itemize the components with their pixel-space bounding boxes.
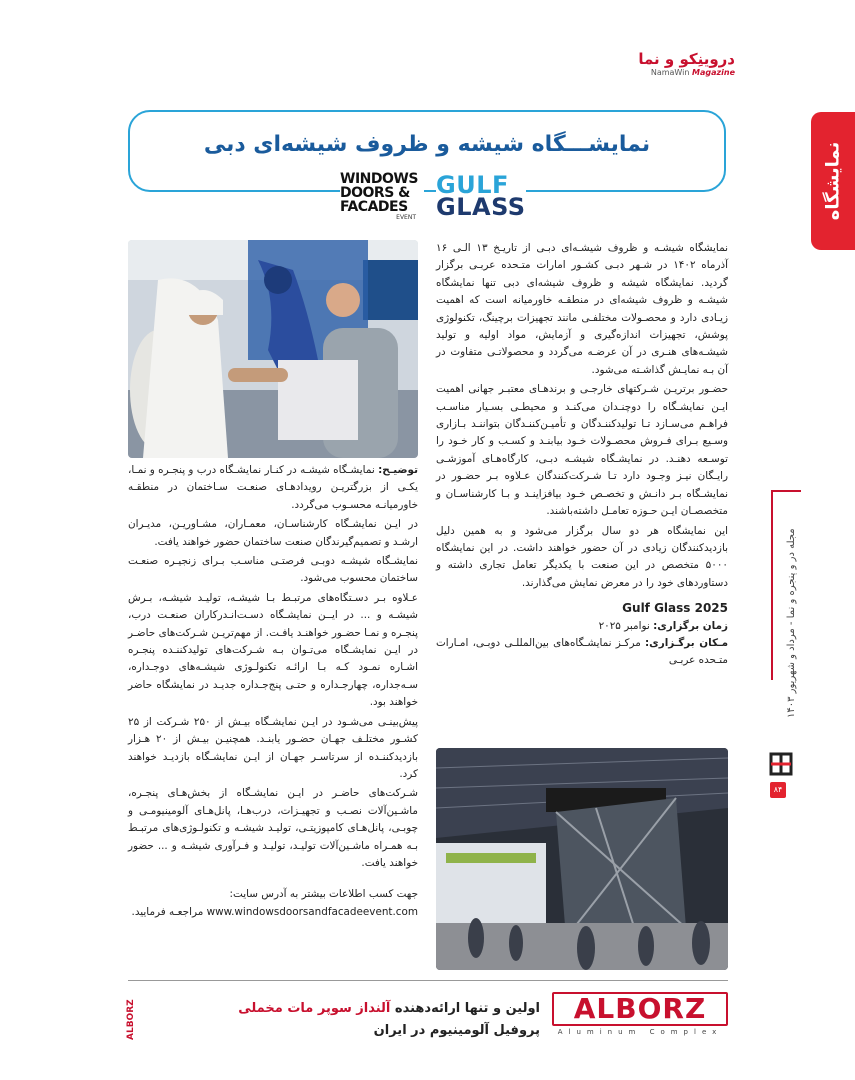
gulf-glass-logo <box>436 171 526 222</box>
alborz-logo-subtitle: Aluminum Complex <box>557 1028 723 1036</box>
right-paragraph-1: نمایشگاه شیشـه و ظروف شیشـه‌ای دبـی از تاریـخ ۱۳ الـی ۱۶ آذرماه ۱۴۰۲ در شـهر دبـی کشـور امارات متـحده عربـی برگزار گردید. نمایشگاه شیشه و ظروف شیشه‌ای دبی تنها نمایشگاه شیشـه و ظروف شیشه‌ای در منطقـه خاورمیانه است که اهمیت زیـادی دارد و محصـولات مختلفـی مانند تجهیزات برچینگ، تکنولوژی پوشش، تجهیزات اندازه‌گیری و آزمایش، مواد اولیه و تولید شیشـه‌های هنـری در آن عرضـه می‌گردد و محصولاتـی متفاوت در آن بـه نمایـش گذاشـته می‌شود. <box>436 242 728 376</box>
handshake-photo-illustration <box>128 240 418 458</box>
exhibition-hall-photo <box>436 748 728 970</box>
brand-persian-name: دروینِکو و نما <box>638 50 735 68</box>
website-outro: مراجعـه فرمایید. <box>131 905 204 918</box>
article-title: نمایشـــگاه شیشه و ظروف شیشه‌ای دبی <box>203 132 651 157</box>
magazine-issue-line <box>786 490 800 720</box>
brand-en-suffix: Magazine <box>691 68 735 77</box>
section-tab <box>811 112 855 250</box>
gulf-logo-line1: GULF <box>436 171 509 199</box>
left-paragraph-2: نمایشـگاه شیشـه دوبـی فرصتـی مناسـب بـرای زنجیـره صنعـت ساختمان محسوب می‌شود. <box>128 555 418 585</box>
brand-english-name <box>625 68 735 77</box>
margin-divider-line <box>771 490 773 680</box>
magazine-issue-text: مجله در و پنجره و نما - مرداد و شهریور ۱۴۰۳ <box>786 528 797 718</box>
website-note <box>128 886 418 921</box>
article-title-box <box>128 110 726 192</box>
handshake-photo <box>128 240 418 458</box>
event-title: Gulf Glass 2025 <box>622 601 728 616</box>
gulf-logo-line2: GLASS <box>436 193 526 221</box>
website-link[interactable]: www.windowsdoorsandfacadeevent.com <box>206 905 418 918</box>
alborz-logo-name: ALBORZ <box>552 992 728 1026</box>
event-place <box>436 635 728 670</box>
photo-caption <box>128 462 418 514</box>
left-paragraph-4: پیش‌بینـی می‌شـود در ایـن نمایشـگاه بیـش از ۲۵۰ شـرکت از ۲۵ کشـور مختلـف جهـان حضـور یابنـد. همچنیـن بیـش از ۲۰ هـزار بازدیدکننـده از سرتاسـر جهـان از ایـن نمایشـگاه بازدیـد خواهند کرد. <box>128 715 418 780</box>
footer-divider <box>128 980 728 981</box>
page-number: ۸۴ <box>770 782 786 798</box>
caption-label: توضیـح: <box>378 464 418 476</box>
event-place-value: مرکـز نمایشـگاه‌های بین‌المللـی دوبـی، امـارات متـحده عربـی <box>436 636 728 667</box>
brand-en-prefix: NamaWin <box>650 68 690 77</box>
wdf-line1: WINDOWS <box>340 171 418 187</box>
caption-text: نمایشـگاه شیشـه در کنـار نمایشـگاه درب و پنجـره و نمـا، یکـی از بزرگتریـن رویدادهـای صنعـت سـاختمان در منطقـه خاورمیانـه محسـوب می‌گردد. <box>128 464 418 511</box>
website-intro: جهت کسب اطلاعات بیشتر به آدرس سایت: <box>229 888 418 901</box>
wdf-line2: DOORS & <box>340 185 410 201</box>
ad-line1-prefix: اولین و تنها ارائه‌دهنده <box>394 1001 540 1016</box>
windows-doors-facades-logo <box>340 172 424 234</box>
left-paragraph-1: در ایـن نمایشـگاه کارشناسـان، معمـاران، مشـاوریـن، مدیـران ارشـد و تصمیم‌گیرندگان صنعت ساختمان حضور خواهند یافت. <box>128 518 418 548</box>
alborz-logo <box>552 992 728 1038</box>
right-paragraph-3: این نمایشگاه هر دو سال برگزار می‌شود و به همین دلیل بازدیدکنندگان زیادی در آن حضور خواهند داشت. در این نمایشگاه ۵۰۰۰ متخصص در این صنعت با یکدیگر تعامل تجاری داشته و دستاوردهای خود را در معرض نمایش می‌گذارند. <box>436 524 728 589</box>
left-paragraph-5: شـرکت‌های حاضـر در ایـن نمایشـگاه از بخش‌هـای پنجـره، ماشـین‌آلات نصـب و تجهیـزات، درب‌هـا، پانل‌هـای آلومینیومـی و چوبـی، پانل‌هـای کامپوزیتـی، تولیـد شیشـه و تکنولـوژی‌های مرتبـط بـه همـراه ماشـین‌آلات تولیـد، تولیـد و فـرآوری شیشـه و ... حضور خواهند یافت. <box>128 787 418 869</box>
exhibition-hall-illustration <box>436 748 728 970</box>
magazine-brand-logo <box>625 50 735 82</box>
wdf-line3: FACADES <box>340 199 408 215</box>
event-time-value: نوامبر ۲۰۲۵ <box>598 619 650 632</box>
alborz-small-logo-text: ALBORZ <box>126 999 136 1040</box>
wdf-event: EVENT <box>396 214 416 221</box>
left-text-column <box>128 462 418 923</box>
event-time <box>436 618 728 635</box>
section-tab-label: نمایشگاه <box>822 141 844 221</box>
left-paragraph-3: عـلاوه بـر دسـتگاه‌های مرتبـط بـا شیشـه، تولیـد شیشـه، بـرش شیشـه و ... در ایــن نمایشـگاه دسـت‌انـدرکاران صنعـت درب، پنجـره و نمـا حضـور خواهنـد یافـت. از مهم‌تریـن شـرکت‌های حاضـر در ایـن نمایشـگاه می‌تـوان بـه شـرکت‌های تولیدکننـده پنجـره اشـاره نمـود کـه بـا ارائـه تکنولـوژی شیشـه‌های دوجـداره، سـه‌جداره، چهارجـداره و حتـی پنج‌جـداره جدیـد در نمایشگاه حاضر خواهند بود. <box>128 591 418 709</box>
ad-line-2: پروفیل آلومینیوم در ایران <box>373 1023 540 1038</box>
event-time-label: زمان برگزاری: <box>653 619 728 632</box>
event-place-label: مـکان برگـزاری: <box>645 636 729 649</box>
ad-line1-highlight: آلنداز سوپر مات مخملی <box>238 1001 391 1016</box>
ad-text <box>210 998 540 1042</box>
window-frame-icon <box>768 752 794 776</box>
alborz-small-logo <box>124 990 138 1042</box>
right-paragraph-2: حضـور برتریـن شـرکتهای خارجـی و برندهـای معتبـر جهانی اهمیت ایـن نمایشـگاه را دوچنـدان می‌کنـد و محیطـی بسـیار مناسـب فراهـم می‌سـازد تـا تولیدکننـدگان و تأمیـن‌کننـدگان بتواننـد بـازاری وسـیع بـرای فـروش محصـولات خـود بیابنـد و کسـب و کار خـود را توسـعه دهنـد. در نمایشـگاه شیشـه دبـی، کارگاه‌هـای آموزشـی رایـگان نیـز وجـود دارد تـا شـرکت‌کنندگان عـلاوه بـر حضـور در نمایشـگاه بـر دانـش و تخصـص خـود بیافزاینـد و بـا کارشناسـان و متخصصـان ایـن حـوزه تعامـل داشته‌باشند. <box>436 383 728 518</box>
right-text-column <box>436 240 728 670</box>
ad-line-1 <box>210 998 540 1020</box>
